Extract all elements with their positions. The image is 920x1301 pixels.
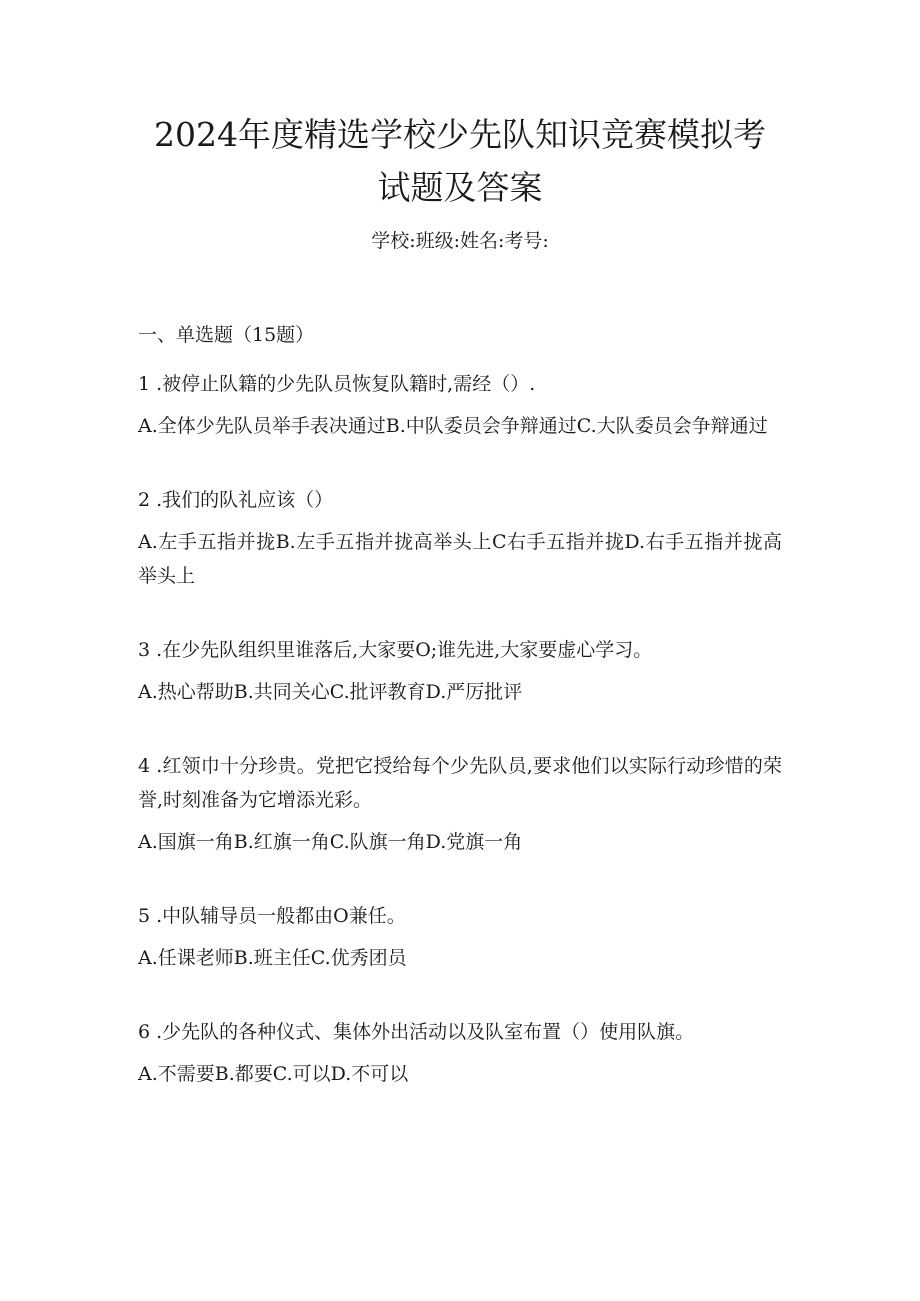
- question-4: [138, 749, 782, 859]
- question-1: [138, 367, 782, 443]
- question-3: [138, 633, 782, 709]
- question-options: A.全体少先队员举手表决通过B.中队委员会争辩通过C.大队委员会争辩通过: [138, 415, 768, 437]
- question-stem: 6 .少先队的各种仪式、集体外出活动以及队室布置（）使用队旗。: [138, 1021, 695, 1043]
- question-stem: 4 .红领巾十分珍贵。党把它授给每个少先队员,要求他们以实际行动珍惜的荣誉,时刻准备为它增添光彩。: [138, 755, 782, 811]
- question-options: A.不需要B.都要C.可以D.不可以: [138, 1063, 409, 1085]
- title-line-2: 试题及答案: [377, 168, 543, 207]
- question-stem: 5 .中队辅导员一般都由O兼任。: [138, 905, 406, 927]
- question-stem: 1 .被停止队籍的少先队员恢复队籍时,需经（）.: [138, 373, 536, 395]
- question-2: [138, 483, 782, 593]
- question-6: [138, 1015, 782, 1091]
- section-heading: 一、单选题（15题）: [138, 324, 315, 346]
- question-options: A.任课老师B.班主任C.优秀团员: [138, 947, 407, 969]
- question-5: [138, 899, 782, 975]
- question-options: A.国旗一角B.红旗一角C.队旗一角D.党旗一角: [138, 831, 523, 853]
- question-stem: 3 .在少先队组织里谁落后,大家要O;谁先进,大家要虚心学习。: [138, 639, 653, 661]
- student-info-line: 学校:班级:姓名:考号:: [371, 230, 549, 252]
- document-title: [138, 108, 782, 214]
- title-line-1: 2024年度精选学校少先队知识竞赛模拟考: [154, 115, 766, 154]
- question-options: A.左手五指并拢B.左手五指并拢高举头上C右手五指并拢D.右手五指并拢高举头上: [138, 531, 782, 587]
- question-stem: 2 .我们的队礼应该（）: [138, 489, 334, 511]
- question-options: A.热心帮助B.共同关心C.批评教育D.严厉批评: [138, 681, 523, 703]
